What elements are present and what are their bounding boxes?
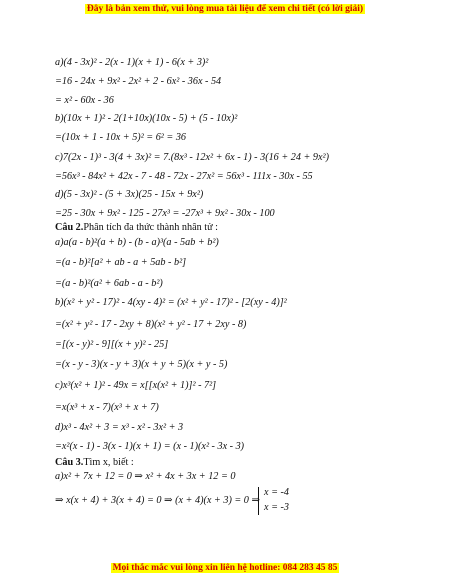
- line-1b: b)(10x + 1)² - 2(1+10x)(10x - 5) + (5 - 10x)²: [55, 113, 238, 124]
- hotline-banner: [0, 563, 450, 573]
- line-3a: a)x² + 7x + 12 = 0 ⇒ x² + 4x + 3x + 12 = 0: [55, 471, 236, 482]
- question-3-label: Câu 3.: [55, 457, 84, 468]
- question-2-heading: [55, 223, 218, 233]
- line-2a-result: =(a - b)²(a² + 6ab - a - b²): [55, 278, 163, 289]
- line-2c-result: =x(x³ + x - 7)(x³ + x + 7): [55, 402, 159, 413]
- preview-notice-banner: [0, 4, 450, 14]
- solution-system: [258, 487, 298, 515]
- bracket-icon: [258, 487, 262, 515]
- line-2a-step1: =(a - b)²[a² + ab - a + 5ab - b²]: [55, 257, 187, 268]
- line-2a: a)a(a - b)²(a + b) - (b - a)³(a - 5ab + b²): [55, 237, 219, 248]
- line-1b-result: =(10x + 1 - 10x + 5)² = 6² = 36: [55, 132, 187, 143]
- hotline-text: Mọi thắc mắc vui lòng xin liên hệ hotline: 084 283 45 85: [112, 563, 338, 573]
- line-2d: d)x³ - 4x² + 3 = x³ - x² - 3x² + 3: [55, 422, 184, 433]
- line-1d: d)(5 - 3x)² - (5 + 3x)(25 - 15x + 9x²): [55, 189, 204, 200]
- line-1c-result: =56x³ - 84x² + 42x - 7 - 48 - 72x - 27x² = 56x³ - 111x - 30x - 55: [55, 171, 313, 182]
- line-1a-result: = x² - 60x - 36: [55, 95, 114, 106]
- line-1c: c)7(2x - 1)³ - 3(4 + 3x)² = 7.(8x³ - 12x² + 6x - 1) - 3(16 + 24 + 9x²): [55, 152, 329, 163]
- line-2c: c)x³(x² + 1)² - 49x = x[[x(x² + 1)]² - 7²]: [55, 380, 217, 391]
- line-2b-result: =(x - y - 3)(x - y + 3)(x + y + 5)(x + y - 5): [55, 359, 228, 370]
- line-2b-step1: =(x² + y² - 17 - 2xy + 8)(x² + y² - 17 + 2xy - 8): [55, 319, 247, 330]
- question-2-label: Câu 2.: [55, 222, 84, 233]
- line-2d-result: =x²(x - 1) - 3(x - 1)(x + 1) = (x - 1)(x² - 3x - 3): [55, 441, 245, 452]
- line-3a-step1: ⇒ x(x + 4) + 3(x + 4) = 0 ⇒ (x + 4)(x + 3) = 0 ⇒: [55, 495, 260, 506]
- question-2-text: Phân tích đa thức thành nhân tử :: [83, 222, 218, 233]
- line-1a-step1: =16 - 24x + 9x² - 2x² + 2 - 6x² - 36x - 54: [55, 76, 222, 87]
- question-3-text: Tìm x, biết :: [83, 457, 134, 468]
- question-3-heading: [55, 458, 134, 468]
- solution-1: x = -4: [264, 487, 289, 498]
- preview-notice-text: Đây là bản xem thử, vui lòng mua tài liệu để xem chi tiết (có lời giải): [86, 4, 364, 14]
- line-1d-result: =25 - 30x + 9x² - 125 - 27x³ = -27x³ + 9x² - 30x - 100: [55, 208, 275, 219]
- line-1a: a)(4 - 3x)² - 2(x - 1)(x + 1) - 6(x + 3)²: [55, 57, 209, 68]
- line-2b-step2: =[(x - y)² - 9][(x + y)² - 25]: [55, 339, 169, 350]
- solution-2: x = -3: [264, 502, 289, 513]
- line-2b: b)(x² + y² - 17)² - 4(xy - 4)² = (x² + y² - 17)² - [2(xy - 4)]²: [55, 297, 287, 308]
